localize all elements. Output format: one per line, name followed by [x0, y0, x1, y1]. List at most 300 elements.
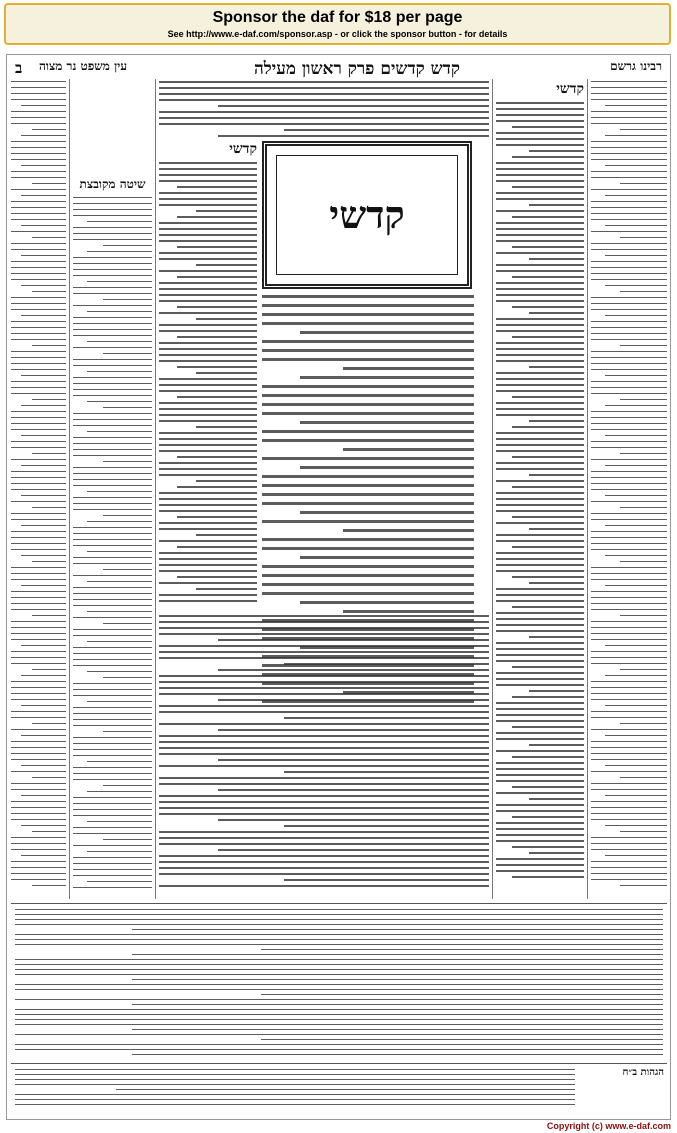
text-line [87, 401, 152, 402]
text-line [343, 367, 474, 370]
text-line [159, 282, 257, 284]
text-line [177, 456, 257, 458]
text-line [591, 579, 667, 580]
text-line [591, 861, 667, 862]
text-line [73, 755, 152, 756]
text-line [605, 405, 667, 406]
text-line [159, 420, 257, 422]
text-line [21, 405, 66, 406]
text-line [496, 162, 584, 164]
text-line [15, 914, 663, 915]
text-line [159, 570, 257, 572]
text-line [159, 522, 257, 524]
text-line [605, 225, 667, 226]
text-line [87, 491, 152, 492]
text-line [496, 402, 584, 404]
text-line [529, 798, 584, 800]
text-line [21, 105, 66, 106]
text-line [11, 843, 66, 844]
text-line [262, 349, 474, 352]
text-line [512, 306, 584, 308]
sponsor-title: Sponsor the daf for $18 per page [212, 9, 463, 26]
text-line [496, 414, 584, 416]
text-line [73, 467, 152, 468]
text-line [159, 735, 489, 737]
text-line [11, 99, 66, 100]
footnote-divider [11, 903, 667, 904]
text-line [21, 315, 66, 316]
text-line [11, 717, 66, 718]
text-line [87, 221, 152, 222]
text-line [73, 305, 152, 306]
text-line [591, 591, 667, 592]
text-line [73, 563, 152, 564]
text-line [73, 635, 152, 636]
column-divider [492, 79, 493, 899]
text-line [87, 611, 152, 612]
text-line [591, 171, 667, 172]
text-line [159, 174, 257, 176]
text-line [15, 1009, 663, 1010]
text-line [103, 353, 152, 354]
text-line [73, 323, 152, 324]
text-line [496, 108, 584, 110]
text-line [300, 421, 474, 424]
text-line [496, 678, 584, 680]
text-line [284, 771, 489, 773]
text-line [496, 384, 584, 386]
text-line [73, 227, 152, 228]
text-line [21, 255, 66, 256]
text-line [591, 771, 667, 772]
text-line [177, 546, 257, 548]
text-line [529, 690, 584, 692]
text-line [218, 789, 489, 791]
text-line [15, 974, 663, 975]
text-line [512, 786, 584, 788]
text-line [262, 574, 474, 577]
text-line [343, 448, 474, 451]
text-line [15, 1099, 575, 1100]
text-line [496, 342, 584, 344]
text-line [496, 264, 584, 266]
text-line [159, 462, 257, 464]
text-line [620, 399, 667, 400]
text-line [496, 360, 584, 362]
text-line [496, 444, 584, 446]
text-line [496, 570, 584, 572]
text-line [496, 660, 584, 662]
text-line [262, 592, 474, 595]
text-line [159, 831, 489, 833]
text-line [11, 417, 66, 418]
text-line [11, 837, 66, 838]
text-line [591, 717, 667, 718]
text-line [496, 642, 584, 644]
text-line [496, 780, 584, 782]
footnote-divider [11, 1063, 667, 1064]
text-line [15, 1044, 663, 1045]
text-line [11, 273, 66, 274]
text-line [11, 429, 66, 430]
text-line [159, 873, 489, 875]
text-line [159, 300, 257, 302]
text-line [591, 189, 667, 190]
text-line [218, 135, 489, 137]
text-line [11, 477, 66, 478]
copyright-notice: Copyright (c) www.e-daf.com [546, 1121, 671, 1131]
text-line [159, 99, 489, 101]
text-line [15, 934, 663, 935]
text-line [159, 627, 489, 629]
text-line [177, 336, 257, 338]
text-line [11, 573, 66, 574]
text-line [159, 837, 489, 839]
text-line [32, 615, 66, 616]
text-line [218, 699, 489, 701]
text-line [11, 441, 66, 442]
text-line [103, 515, 152, 516]
text-line [591, 249, 667, 250]
text-line [159, 813, 489, 815]
text-line [262, 385, 474, 388]
text-line [11, 729, 66, 730]
text-line [262, 457, 474, 460]
text-line [11, 849, 66, 850]
text-line [159, 258, 257, 260]
text-line [496, 222, 584, 224]
text-line [512, 516, 584, 518]
tractate-title: קדשי [329, 192, 405, 237]
text-line [32, 885, 66, 886]
text-line [591, 333, 667, 334]
text-line [262, 394, 474, 397]
sponsor-banner[interactable] [4, 3, 671, 45]
text-line [73, 293, 152, 294]
text-line [591, 243, 667, 244]
text-line [496, 750, 584, 752]
text-line [103, 407, 152, 408]
text-line [73, 797, 152, 798]
text-line [177, 276, 257, 278]
text-line [496, 294, 584, 296]
text-line [11, 807, 66, 808]
text-line [73, 485, 152, 486]
text-line [529, 528, 584, 530]
text-line [591, 843, 667, 844]
text-line [496, 318, 584, 320]
footnote-label-right: הגהות ב״ח [622, 1067, 664, 1078]
text-line [496, 552, 584, 554]
text-line [73, 335, 152, 336]
text-line [591, 279, 667, 280]
text-line [591, 609, 667, 610]
text-line [11, 339, 66, 340]
text-line [591, 699, 667, 700]
text-line [11, 279, 66, 280]
text-line [196, 318, 257, 320]
text-line [11, 819, 66, 820]
text-line [132, 954, 663, 955]
text-line [103, 299, 152, 300]
text-line [496, 720, 584, 722]
text-line [591, 783, 667, 784]
text-line [159, 240, 257, 242]
text-line [73, 215, 152, 216]
text-line [496, 378, 584, 380]
text-line [218, 729, 489, 731]
text-line [21, 795, 66, 796]
text-line [496, 144, 584, 146]
text-line [73, 707, 152, 708]
text-line [620, 129, 667, 130]
text-line [591, 549, 667, 550]
text-line [591, 459, 667, 460]
text-line [496, 390, 584, 392]
text-line [73, 857, 152, 858]
text-line [11, 759, 66, 760]
text-line [529, 420, 584, 422]
text-line [591, 627, 667, 628]
text-line [591, 441, 667, 442]
text-line [196, 264, 257, 266]
text-line [73, 875, 152, 876]
text-line [73, 479, 152, 480]
text-line [496, 282, 584, 284]
text-line [496, 198, 584, 200]
text-line [512, 576, 584, 578]
text-line [591, 423, 667, 424]
text-line [591, 471, 667, 472]
text-line [496, 498, 584, 500]
text-line [496, 630, 584, 632]
text-line [529, 312, 584, 314]
text-line [15, 919, 663, 920]
text-line [591, 801, 667, 802]
text-line [591, 867, 667, 868]
text-line [73, 317, 152, 318]
text-line [512, 456, 584, 458]
text-line [177, 216, 257, 218]
text-line [15, 989, 663, 990]
text-line [496, 210, 584, 212]
text-line [496, 504, 584, 506]
text-line [73, 617, 152, 618]
text-line [591, 807, 667, 808]
text-line [591, 387, 667, 388]
text-line [605, 255, 667, 256]
text-line [21, 525, 66, 526]
text-line [591, 417, 667, 418]
text-line [11, 459, 66, 460]
text-line [159, 432, 257, 434]
text-line [103, 839, 152, 840]
text-line [21, 165, 66, 166]
text-line [73, 605, 152, 606]
page-header-left: עין משפט נר מצוה [39, 59, 128, 73]
text-line [591, 201, 667, 202]
text-line [11, 783, 66, 784]
hagahot-area [15, 1069, 575, 1113]
text-line [15, 1014, 663, 1015]
text-line [11, 753, 66, 754]
text-line [496, 840, 584, 842]
text-line [496, 822, 584, 824]
text-line [620, 669, 667, 670]
text-line [620, 885, 667, 886]
text-line [218, 849, 489, 851]
text-line [496, 594, 584, 596]
text-line [11, 189, 66, 190]
text-line [159, 861, 489, 863]
text-line [159, 312, 257, 314]
text-line [496, 714, 584, 716]
text-line [73, 437, 152, 438]
text-line [159, 270, 257, 272]
text-line [32, 129, 66, 130]
text-line [261, 994, 663, 995]
text-line [496, 288, 584, 290]
text-line [512, 486, 584, 488]
text-line [73, 545, 152, 546]
text-line [11, 309, 66, 310]
text-line [300, 556, 474, 559]
text-line [87, 761, 152, 762]
text-line [87, 251, 152, 252]
text-line [496, 408, 584, 410]
text-line [11, 501, 66, 502]
text-line [87, 791, 152, 792]
text-line [512, 126, 584, 128]
footnotes-area [15, 909, 663, 1059]
text-line [159, 288, 257, 290]
text-line [11, 351, 66, 352]
text-line [620, 723, 667, 724]
text-line [73, 773, 152, 774]
text-line [87, 371, 152, 372]
text-line [591, 429, 667, 430]
text-line [529, 582, 584, 584]
text-line [159, 378, 257, 380]
text-line [284, 879, 489, 881]
text-line [159, 681, 489, 683]
sidebar-heading: שיטה מקובצת [79, 177, 146, 191]
text-line [159, 552, 257, 554]
text-line [73, 263, 152, 264]
text-line [15, 1019, 663, 1020]
text-line [11, 267, 66, 268]
text-line [591, 759, 667, 760]
text-line [11, 303, 66, 304]
text-line [591, 813, 667, 814]
text-line [73, 287, 152, 288]
text-line [73, 533, 152, 534]
text-line [496, 510, 584, 512]
text-line [512, 246, 584, 248]
text-line [15, 969, 663, 970]
text-line [262, 583, 474, 586]
text-line [87, 701, 152, 702]
text-line [11, 393, 66, 394]
text-line [32, 183, 66, 184]
text-line [73, 503, 152, 504]
text-line [159, 705, 489, 707]
text-line [605, 195, 667, 196]
text-line [11, 213, 66, 214]
text-line [591, 693, 667, 694]
text-line [262, 538, 474, 541]
text-line [605, 525, 667, 526]
text-line [591, 93, 667, 94]
text-line [73, 809, 152, 810]
text-line [103, 731, 152, 732]
text-line [262, 403, 474, 406]
text-line [132, 979, 663, 980]
text-line [11, 597, 66, 598]
text-line [159, 753, 489, 755]
text-line [159, 168, 257, 170]
text-line [512, 846, 584, 848]
sidebar-commentary [73, 81, 152, 891]
text-line [11, 249, 66, 250]
text-line [73, 887, 152, 888]
text-line [15, 1084, 575, 1085]
text-line [11, 81, 66, 82]
text-line [132, 1004, 663, 1005]
text-line [11, 489, 66, 490]
tosafot-bottom [159, 615, 489, 895]
text-line [73, 329, 152, 330]
text-line [218, 819, 489, 821]
text-line [605, 855, 667, 856]
text-line [159, 867, 489, 869]
text-line [496, 480, 584, 482]
text-line [11, 381, 66, 382]
text-line [262, 313, 474, 316]
text-line [159, 711, 489, 713]
text-line [15, 1024, 663, 1025]
text-line [591, 147, 667, 148]
text-line [32, 507, 66, 508]
text-line [512, 816, 584, 818]
text-line [159, 81, 489, 83]
text-line [512, 606, 584, 608]
text-line [496, 534, 584, 536]
text-line [262, 412, 474, 415]
text-line [11, 207, 66, 208]
text-line [496, 540, 584, 542]
text-line [512, 186, 584, 188]
text-line [512, 876, 584, 878]
text-line [32, 453, 66, 454]
text-line [605, 495, 667, 496]
text-line [159, 117, 489, 119]
text-line [591, 621, 667, 622]
text-line [11, 861, 66, 862]
text-line [15, 964, 663, 965]
text-line [496, 810, 584, 812]
text-line [591, 477, 667, 478]
text-line [496, 858, 584, 860]
text-line [11, 531, 66, 532]
text-line [159, 801, 489, 803]
text-line [262, 520, 474, 523]
text-line [73, 827, 152, 828]
text-line [591, 81, 667, 82]
text-line [605, 555, 667, 556]
text-line [591, 303, 667, 304]
text-line [159, 765, 489, 767]
